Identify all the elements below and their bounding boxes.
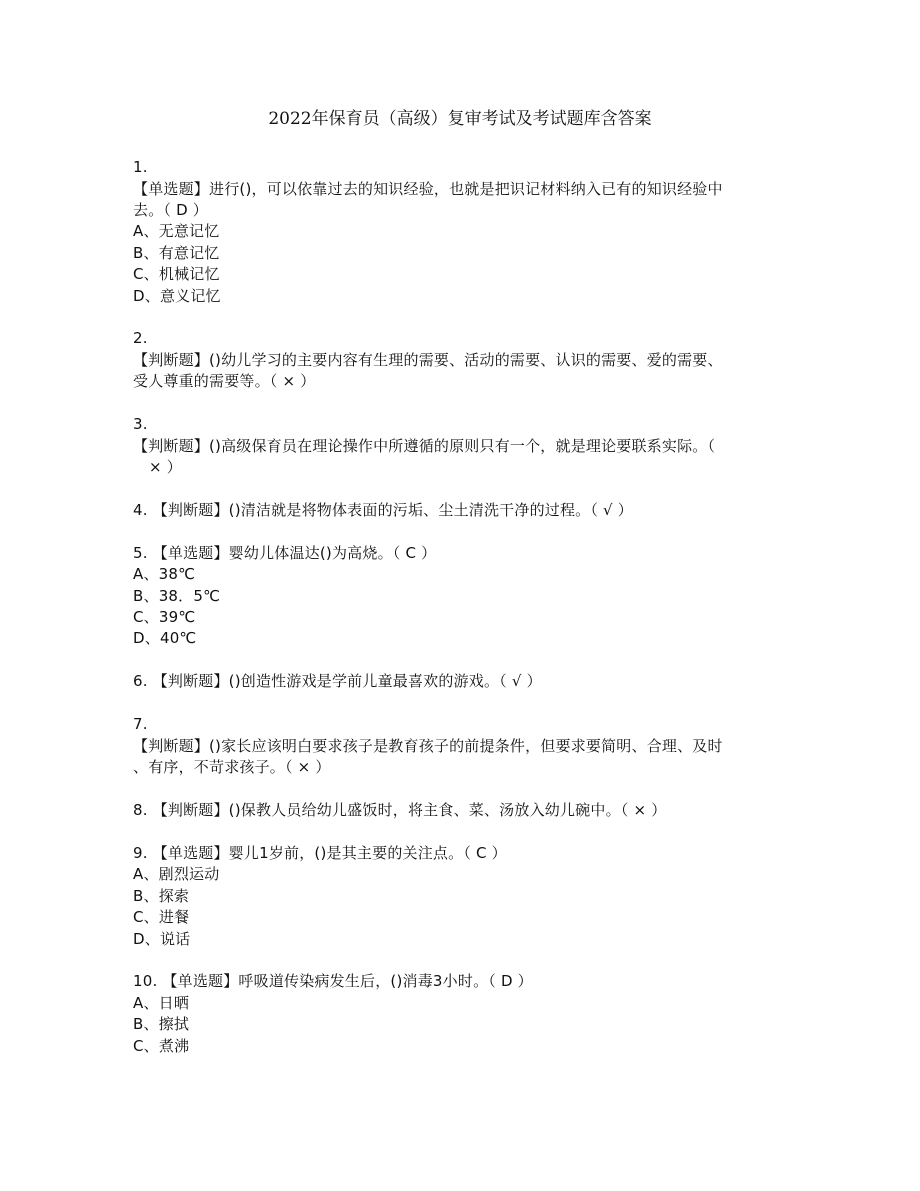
option: C、机械记忆 — [133, 265, 220, 283]
question-text: 8. 【判断题】()保教人员给幼儿盛饭时，将主食、菜、汤放入幼儿碗中。（ × ） — [133, 801, 667, 819]
option: B、有意记忆 — [133, 244, 220, 262]
question-text: 受人尊重的需要等。（ × ） — [133, 372, 316, 390]
option: C、39℃ — [133, 608, 196, 626]
question-number: 7. — [133, 715, 148, 733]
question-text: 去。（ D ） — [133, 201, 208, 219]
question-text: 9. 【单选题】婴儿1岁前，()是其主要的关注点。（ C ） — [133, 844, 507, 862]
question-text: 【单选题】进行()，可以依靠过去的知识经验，也就是把识记材料纳入已有的知识经验中 — [133, 180, 723, 198]
question-text: 【判断题】()高级保育员在理论操作中所遵循的原则只有一个，就是理论要联系实际。（ — [133, 437, 716, 455]
option: D、意义记忆 — [133, 287, 221, 305]
option: B、探索 — [133, 887, 190, 905]
document-title: 2022年保育员（高级）复审考试及考试题库含答案 — [268, 109, 652, 129]
option: D、40℃ — [133, 629, 197, 647]
option: A、剧烈运动 — [133, 865, 220, 883]
option: A、日晒 — [133, 994, 190, 1012]
question-text: 【判断题】()幼儿学习的主要内容有生理的需要、活动的需要、认识的需要、爱的需要、 — [133, 351, 723, 369]
question-text: × ） — [149, 458, 182, 476]
question-text: 10. 【单选题】呼吸道传染病发生后，()消毒3小时。（ D ） — [133, 972, 533, 990]
question-text: 4. 【判断题】()清洁就是将物体表面的污垢、尘土清洗干净的过程。（ √ ） — [133, 501, 633, 519]
question-number: 1. — [133, 158, 148, 176]
option: A、无意记忆 — [133, 222, 220, 240]
option: D、说话 — [133, 930, 191, 948]
option: C、进餐 — [133, 908, 190, 926]
question-number: 2. — [133, 329, 148, 347]
question-text: 5. 【单选题】婴幼儿体温达()为高烧。（ C ） — [133, 544, 437, 562]
option: C、煮沸 — [133, 1037, 190, 1055]
question-text: 【判断题】()家长应该明白要求孩子是教育孩子的前提条件，但要求要简明、合理、及时 — [133, 737, 723, 755]
option: A、38℃ — [133, 565, 196, 583]
option: B、擦拭 — [133, 1015, 190, 1033]
question-text: 6. 【判断题】()创造性游戏是学前儿童最喜欢的游戏。（ √ ） — [133, 672, 542, 690]
question-number: 3. — [133, 415, 148, 433]
option: B、38．5℃ — [133, 587, 221, 605]
question-text: 、有序，不苛求孩子。（ × ） — [133, 758, 331, 776]
